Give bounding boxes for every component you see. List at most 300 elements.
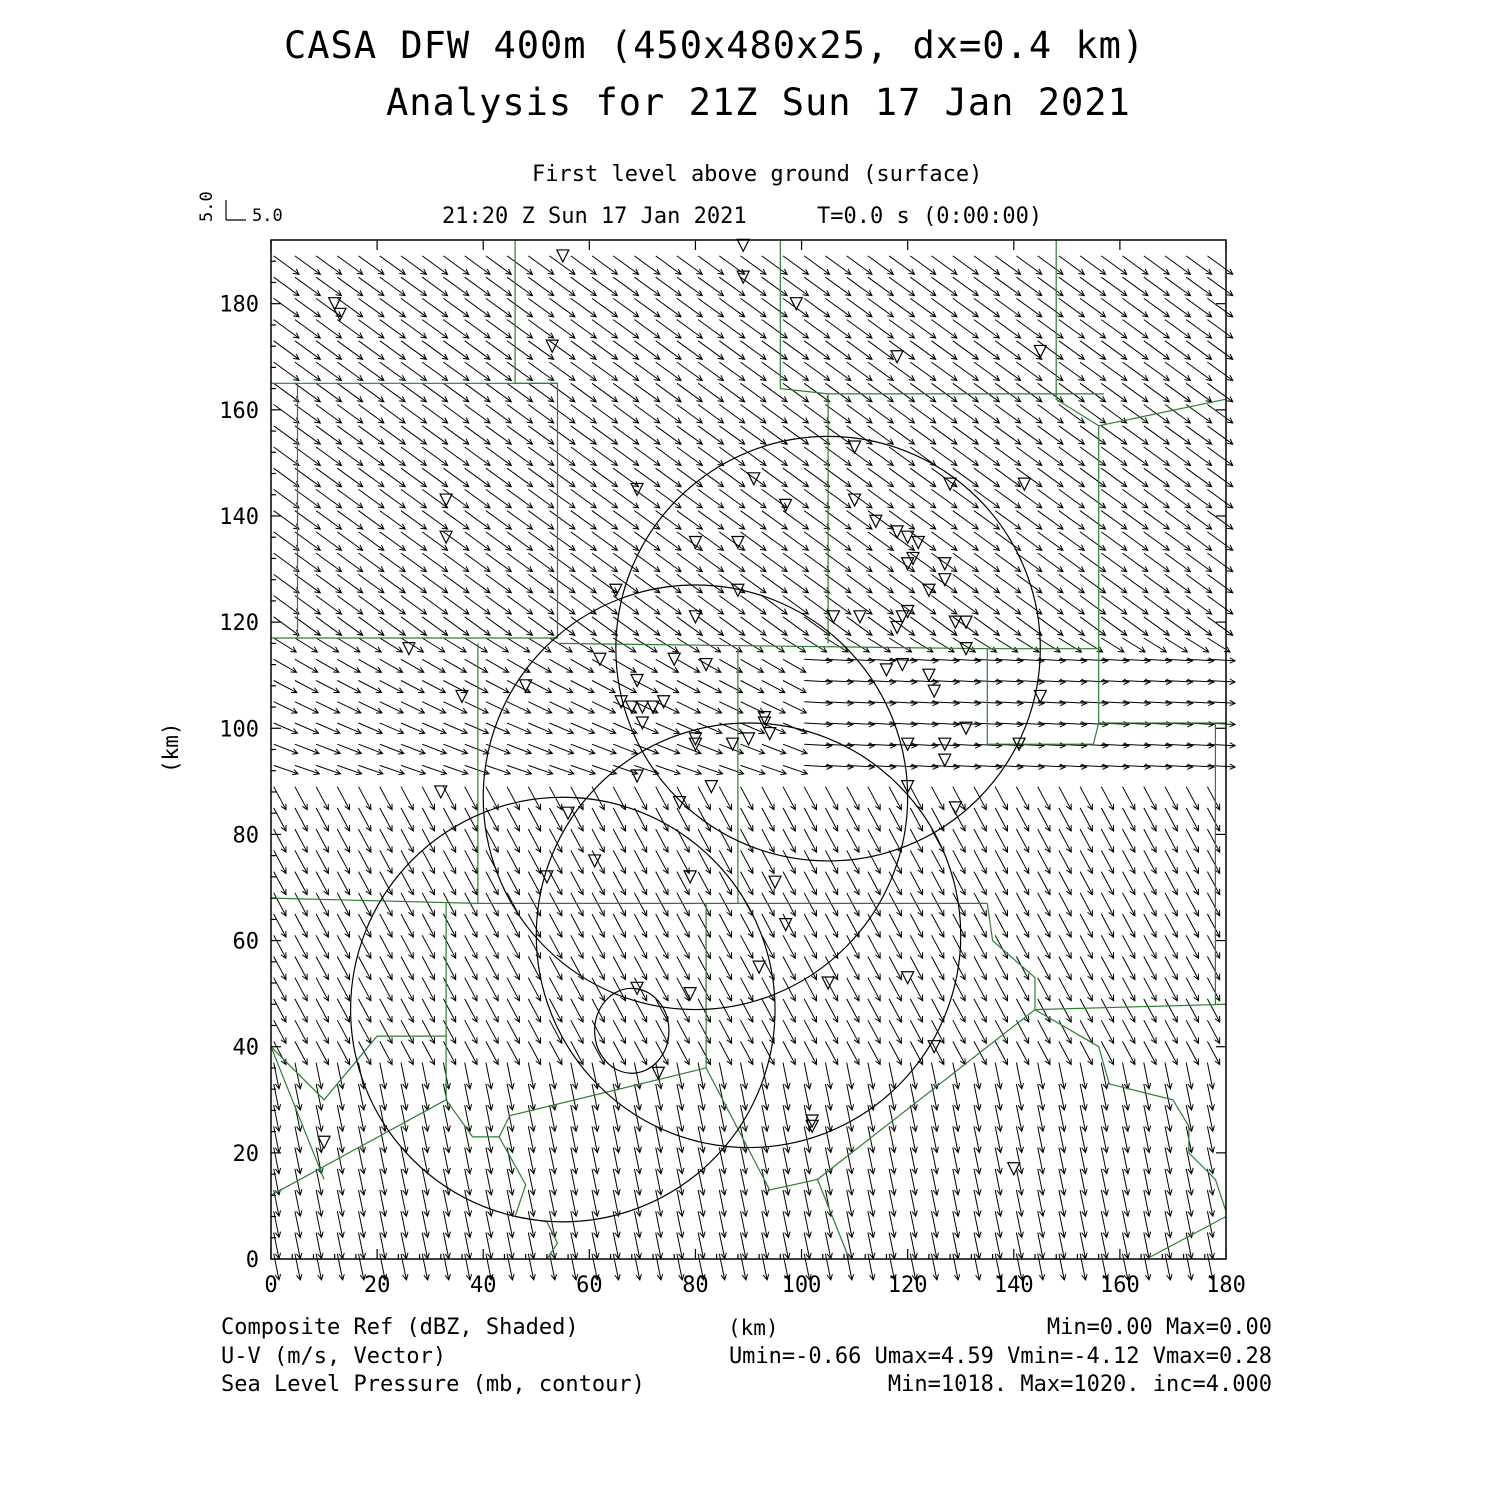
wind-vector (847, 638, 870, 652)
wind-vector (698, 935, 710, 958)
wind-vector (401, 298, 426, 316)
wind-vector (465, 617, 490, 636)
wind-vector (1080, 1063, 1087, 1089)
wind-vector (337, 596, 362, 615)
wind-vector (1101, 850, 1113, 873)
wind-vector (719, 999, 731, 1022)
wind-vector (634, 872, 646, 895)
wind-vector (932, 787, 944, 810)
wind-vector (359, 787, 371, 810)
wind-vector (953, 574, 978, 592)
wind-vector (1038, 405, 1063, 424)
wind-vector (932, 320, 957, 339)
wind-vector (613, 277, 638, 295)
wind-vector (932, 638, 955, 652)
wind-vector (443, 935, 455, 958)
wind-vector (1101, 489, 1126, 508)
wind-vector (1165, 1041, 1177, 1064)
wind-vector (1165, 1020, 1177, 1043)
wind-vector (1123, 1041, 1135, 1064)
wind-vector (698, 1020, 710, 1043)
wind-vector (847, 532, 872, 551)
wind-vector (571, 447, 596, 466)
wind-vector (337, 298, 362, 316)
wind-vector (1165, 978, 1177, 1001)
wind-vector (274, 298, 299, 316)
wind-vector (1186, 574, 1211, 592)
wind-vector (1016, 277, 1041, 295)
wind-vector (719, 362, 744, 380)
wind-vector (337, 405, 362, 424)
wind-vector (1165, 256, 1190, 275)
wind-vector (634, 659, 657, 672)
wind-vector (656, 935, 668, 958)
wind-vector (677, 553, 702, 572)
wind-vector (337, 532, 362, 551)
wind-vector (974, 362, 999, 380)
wind-vector (507, 744, 531, 754)
wind-vector (974, 532, 999, 551)
wind-vector (443, 765, 467, 774)
wind-vector (783, 426, 808, 444)
wind-vector (274, 468, 299, 487)
wind-vector (1080, 617, 1105, 636)
wind-vector (443, 617, 468, 636)
wind-vector (571, 765, 595, 774)
wind-vector (783, 256, 808, 275)
wind-vector (422, 914, 434, 937)
wind-vector (592, 405, 617, 424)
wind-vector (804, 743, 832, 749)
wind-vector (656, 553, 681, 572)
wind-vector (1144, 935, 1156, 958)
wind-vector (995, 553, 1020, 572)
wind-vector (422, 426, 447, 444)
wind-vector (359, 256, 384, 275)
wind-vector (1016, 787, 1028, 810)
wind-vector (443, 383, 468, 402)
wind-vector (422, 681, 445, 693)
wind-vector (677, 511, 702, 529)
wind-vector (1186, 893, 1198, 916)
wind-vector (401, 914, 413, 937)
wind-vector (677, 277, 702, 295)
wind-vector (1207, 999, 1219, 1022)
wind-vector (401, 468, 426, 487)
wind-vector (804, 447, 829, 466)
wind-vector (613, 383, 638, 402)
wind-vector (1038, 256, 1063, 275)
wind-vector (295, 914, 307, 937)
wind-vector (889, 532, 914, 551)
wind-vector (847, 1041, 859, 1064)
chart-title-line2: Analysis for 21Z Sun 17 Jan 2021 (386, 81, 1131, 124)
wind-vector (274, 489, 299, 508)
wind-vector (656, 320, 681, 339)
wind-vector (507, 999, 519, 1022)
wind-vector (443, 702, 467, 713)
wind-vector (1186, 829, 1198, 852)
wind-vector (1101, 829, 1113, 852)
wind-vector (359, 574, 384, 592)
station-markers (318, 239, 1046, 1174)
wind-vector (677, 489, 702, 508)
wind-vector (1186, 978, 1198, 1001)
wind-vector (486, 659, 509, 672)
wind-vector (741, 1063, 748, 1089)
wind-vector (465, 553, 490, 572)
wind-vector (677, 447, 702, 466)
wind-vector (507, 532, 532, 551)
wind-vector (953, 511, 978, 529)
wind-vector (995, 511, 1020, 529)
wind-vector (592, 872, 604, 895)
wind-vector (1101, 808, 1113, 831)
wind-vector (422, 341, 447, 360)
station-marker (727, 738, 739, 750)
wind-vector (910, 405, 935, 424)
wind-vector (634, 362, 659, 380)
wind-vector (337, 383, 362, 402)
wind-vector (465, 723, 489, 734)
wind-vector (359, 383, 384, 402)
wind-vector (1101, 277, 1126, 295)
wind-vector (337, 744, 361, 754)
wind-vector (634, 383, 659, 402)
wind-vector (1144, 850, 1156, 873)
wind-vector (783, 320, 808, 339)
wind-vector (1165, 596, 1190, 615)
wind-vector (571, 532, 596, 551)
wind-vector (337, 681, 360, 693)
wind-vector (1101, 957, 1113, 980)
wind-vector (1016, 468, 1041, 487)
wind-vector (783, 957, 795, 980)
wind-vector (953, 341, 978, 360)
wind-vector (507, 468, 532, 487)
wind-vector (889, 426, 914, 444)
wind-vector (634, 426, 659, 444)
wind-vector (656, 532, 681, 551)
wind-vector (274, 893, 286, 916)
wind-vector (1101, 320, 1126, 339)
wind-vector (1038, 426, 1063, 444)
wind-vector (910, 935, 922, 958)
wind-vector (380, 405, 405, 424)
wind-vector (295, 489, 320, 508)
wind-vector (889, 362, 914, 380)
wind-vector (783, 935, 795, 958)
wind-vector (910, 468, 935, 487)
station-marker (636, 717, 648, 729)
wind-vector (719, 659, 742, 672)
wind-vector (1059, 447, 1084, 466)
forecast-time-label: T=0.0 s (0:00:00) (817, 204, 1043, 229)
wind-vector (1038, 489, 1063, 508)
wind-vector (910, 277, 935, 295)
wind-vector (507, 1020, 519, 1043)
wind-vector (1207, 511, 1232, 529)
wind-vector (486, 957, 498, 980)
wind-vector (507, 723, 531, 734)
wind-vector (1123, 511, 1148, 529)
wind-vector (486, 638, 509, 652)
wind-vector (486, 405, 511, 424)
wind-vector (443, 999, 455, 1022)
wind-vector (359, 617, 384, 636)
wind-vector (719, 405, 744, 424)
wind-vector (804, 341, 829, 360)
wind-vector (1123, 553, 1148, 572)
wind-vector (741, 638, 764, 652)
wind-vector (295, 341, 320, 360)
wind-vector (783, 744, 807, 754)
wind-vector (401, 532, 426, 551)
wind-vector (613, 744, 637, 754)
wind-vector (550, 298, 575, 316)
wind-vector (698, 362, 723, 380)
wind-vector (422, 723, 446, 734)
wind-vector (316, 596, 341, 615)
wind-vector (974, 617, 999, 636)
wind-vector (337, 999, 349, 1022)
wind-vector (295, 468, 320, 487)
wind-vector (571, 553, 596, 572)
wind-vector (741, 553, 766, 572)
wind-vector (995, 638, 1018, 652)
wind-vector (1016, 638, 1039, 652)
wind-vector (698, 489, 723, 508)
wind-vector (528, 999, 540, 1022)
wind-vector (783, 872, 795, 895)
wind-vector (656, 341, 681, 360)
wind-vector (422, 850, 434, 873)
wind-vector (762, 617, 787, 636)
wind-vector (953, 1020, 965, 1043)
wind-vector (380, 829, 392, 852)
wind-vector (1165, 914, 1177, 937)
wind-vector (974, 383, 999, 402)
wind-vector (295, 511, 320, 529)
station-marker (668, 653, 680, 665)
wind-vector (762, 320, 787, 339)
wind-vector (401, 702, 424, 713)
wind-vector (932, 256, 957, 275)
wind-vector (550, 999, 562, 1022)
wind-vector (1101, 872, 1113, 895)
wind-vector (847, 978, 859, 1001)
wind-vector (698, 383, 723, 402)
wind-vector (953, 914, 965, 937)
wind-vector (613, 850, 625, 873)
wind-vector (974, 277, 999, 295)
wind-vector (1186, 787, 1198, 810)
wind-vector (783, 468, 808, 487)
wind-vector (1186, 914, 1198, 937)
wind-vector (719, 935, 731, 958)
wind-vector (677, 320, 702, 339)
wind-vector (1016, 872, 1028, 895)
wind-vector (910, 893, 922, 916)
wind-vector (741, 744, 765, 754)
wind-vector (613, 829, 625, 852)
wind-vector (634, 935, 646, 958)
wind-vector (1144, 808, 1156, 831)
wind-vector (656, 298, 681, 316)
wind-vector (571, 617, 596, 636)
wind-vector (274, 532, 299, 551)
wind-vector (1059, 829, 1071, 852)
wind-vector (528, 872, 540, 895)
wind-vector (719, 341, 744, 360)
wind-vector (825, 532, 850, 551)
wind-vector (571, 277, 596, 295)
wind-vector (295, 405, 320, 424)
wind-vector (337, 659, 360, 672)
wind-vector (359, 893, 371, 916)
wind-vector (953, 362, 978, 380)
wind-vector (274, 405, 299, 424)
station-marker (1008, 1163, 1020, 1175)
wind-vector (337, 850, 349, 873)
wind-vector (974, 829, 986, 852)
wind-vector (443, 872, 455, 895)
wind-vector (698, 744, 722, 754)
county-boundary (1099, 426, 1226, 723)
wind-vector (571, 489, 596, 508)
vector-key-v-label: 5.0 (197, 191, 217, 222)
wind-vector (868, 787, 880, 810)
wind-vector (550, 765, 574, 774)
wind-vector (1016, 850, 1028, 873)
wind-vector (719, 468, 744, 487)
wind-vector (465, 362, 490, 380)
wind-vector (847, 1063, 854, 1089)
wind-vector (486, 893, 498, 916)
wind-vector (592, 681, 615, 693)
wind-vector (507, 808, 519, 831)
wind-vector (401, 489, 426, 508)
wind-vector (465, 532, 490, 551)
wind-vector (868, 489, 893, 508)
wind-vector (380, 468, 405, 487)
wind-vector (528, 1063, 535, 1089)
wind-vector (995, 596, 1020, 615)
wind-vector (1144, 426, 1169, 444)
wind-vector (295, 893, 307, 916)
wind-vector (316, 978, 328, 1001)
wind-vector (1165, 617, 1190, 636)
wind-vector (316, 765, 340, 774)
wind-vector (274, 659, 297, 672)
wind-vector (1059, 298, 1084, 316)
x-tick-label: 80 (682, 1273, 709, 1298)
wind-vector (380, 957, 392, 980)
wind-vector (1080, 362, 1105, 380)
wind-vector (486, 872, 498, 895)
wind-vector (571, 893, 583, 916)
wind-vector (804, 1041, 816, 1064)
wind-vector (1123, 489, 1148, 508)
wind-vector (613, 447, 638, 466)
wind-vector (762, 765, 786, 774)
wind-vector (1144, 914, 1156, 937)
wind-vector (762, 659, 785, 672)
wind-vector (613, 808, 625, 831)
wind-vector (825, 468, 850, 487)
wind-vector (422, 405, 447, 424)
wind-vector (1101, 787, 1113, 810)
wind-vector (316, 447, 341, 466)
wind-vector (443, 914, 455, 937)
wind-vector (804, 511, 829, 529)
pressure-contours (351, 436, 1041, 1221)
wind-vector (1101, 935, 1113, 958)
wind-vector (847, 298, 872, 316)
wind-vector (1186, 935, 1198, 958)
wind-vector (1207, 574, 1232, 592)
wind-vector (274, 553, 299, 572)
y-tick-label: 80 (232, 823, 259, 849)
wind-vector (316, 808, 328, 831)
wind-vector (380, 723, 404, 734)
wind-vector (486, 702, 509, 713)
wind-vector (507, 617, 532, 636)
wind-vector (528, 808, 540, 831)
wind-vector (465, 957, 477, 980)
wind-vector (1016, 1041, 1028, 1064)
wind-vector (571, 383, 596, 402)
pressure-contour (595, 988, 669, 1073)
wind-vector (1038, 1020, 1050, 1043)
wind-vector (1101, 532, 1126, 551)
wind-vector (274, 320, 299, 339)
wind-vector (359, 447, 384, 466)
wind-vector (932, 850, 944, 873)
wind-vector (359, 659, 382, 672)
wind-vector (847, 999, 859, 1022)
wind-vector (422, 659, 445, 672)
wind-vector (677, 405, 702, 424)
wind-vector (804, 914, 816, 937)
wind-vector (274, 383, 299, 402)
wind-vector (804, 468, 829, 487)
wind-vector (550, 447, 575, 466)
wind-vector (274, 999, 286, 1022)
wind-vector (1207, 447, 1232, 466)
wind-vector (486, 277, 511, 295)
wind-vector (443, 596, 468, 615)
wind-vector (1038, 320, 1063, 339)
wind-vector (613, 1041, 625, 1064)
wind-vector (804, 553, 829, 572)
wind-vector (422, 1063, 429, 1089)
wind-vector (698, 1041, 710, 1064)
wind-vector (1016, 341, 1041, 360)
wind-vector (1038, 447, 1063, 466)
wind-vector (741, 957, 753, 980)
wind-vector (634, 957, 646, 980)
wind-vector (550, 659, 573, 672)
wind-vector (422, 978, 434, 1001)
wind-vector (422, 787, 434, 810)
station-marker (557, 250, 569, 262)
wind-vector (1038, 829, 1050, 852)
wind-vector (1080, 1041, 1092, 1064)
wind-vector (380, 638, 403, 652)
wind-vector (507, 256, 532, 275)
wind-vector (592, 298, 617, 316)
